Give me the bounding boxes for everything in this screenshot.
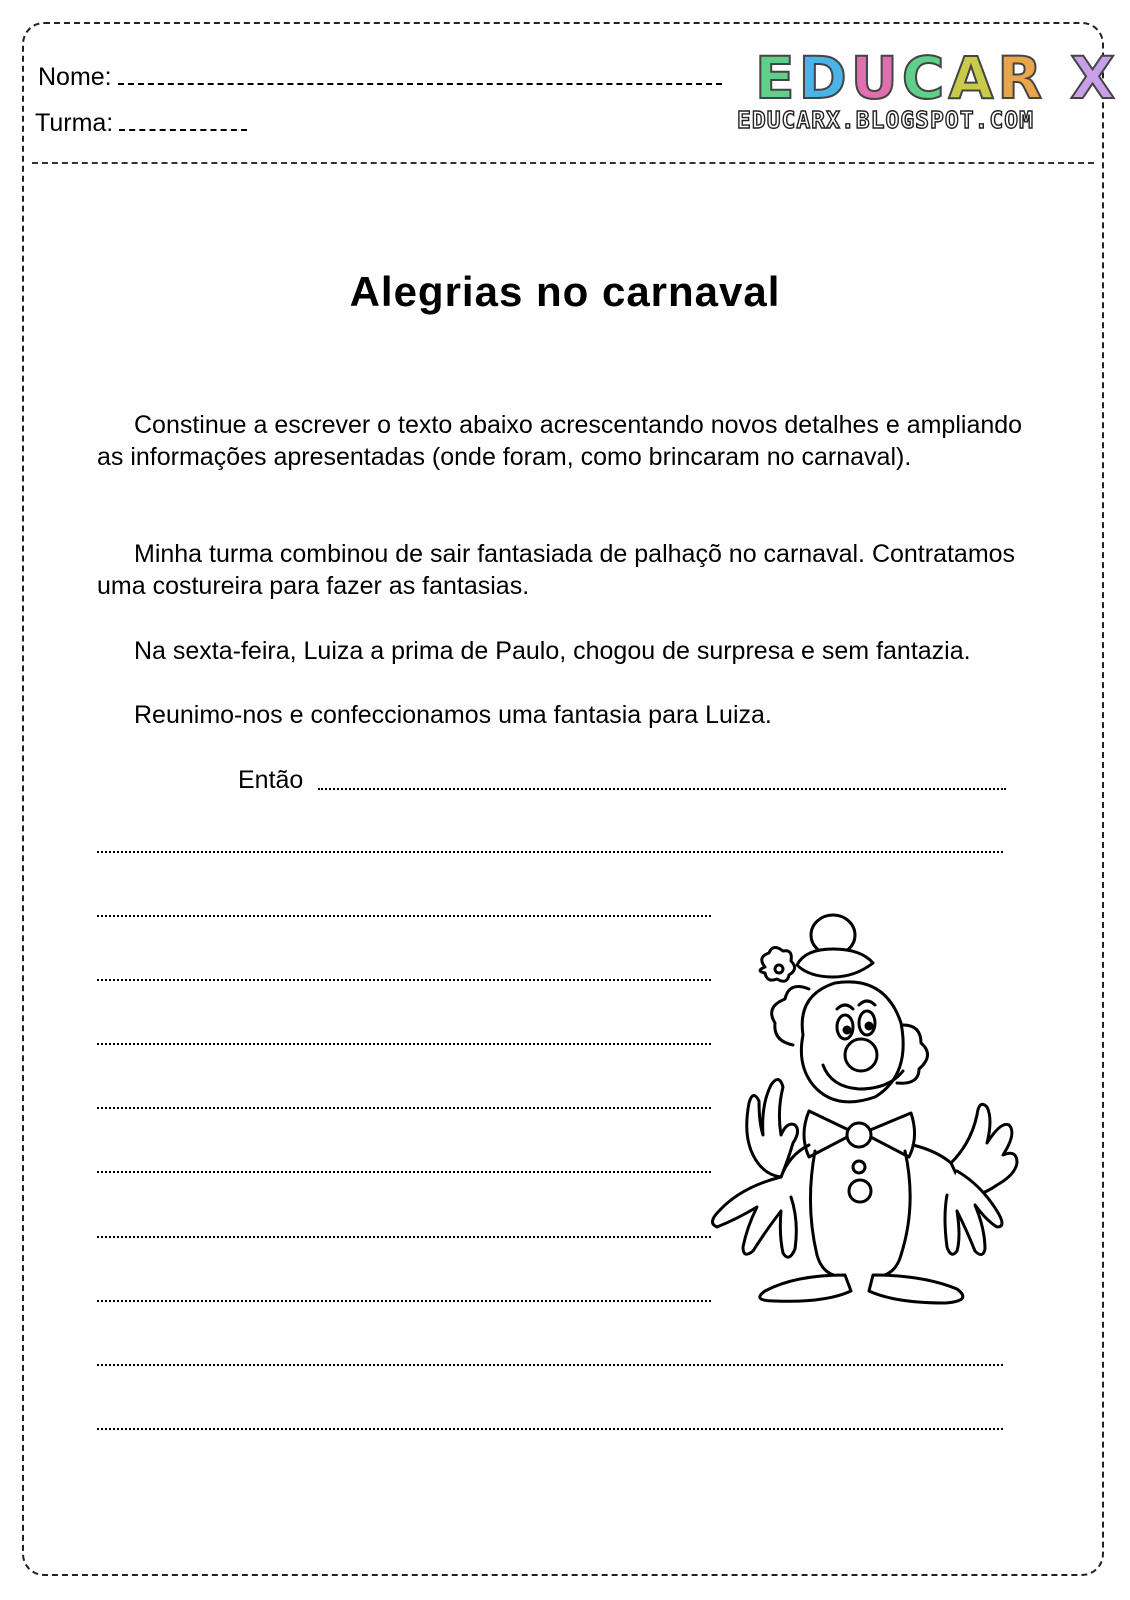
story-paragraph-3: Reunimo-nos e confeccionamos uma fantasia para Luiza. — [134, 701, 772, 729]
logo-letter: X — [1070, 44, 1119, 112]
logo-letter: R — [997, 44, 1047, 112]
writing-line[interactable] — [318, 788, 1006, 790]
logo-letter: D — [798, 44, 851, 112]
writing-line[interactable] — [97, 1107, 711, 1109]
logo-letter — [1046, 44, 1070, 112]
writing-line[interactable] — [97, 1300, 711, 1302]
class-label: Turma: — [35, 109, 114, 137]
class-field[interactable] — [35, 108, 247, 138]
logo-letter: A — [948, 44, 998, 112]
writing-line[interactable] — [97, 1428, 1003, 1430]
educarx-logo — [755, 44, 1119, 112]
story-paragraph-2: Na sexta-feira, Luiza a prima de Paulo, chogou de surpresa e sem fantazia. — [134, 637, 971, 665]
writing-line[interactable] — [97, 1171, 711, 1173]
logo-letter: C — [901, 44, 949, 112]
writing-line[interactable] — [97, 1236, 711, 1238]
writing-line[interactable] — [97, 1043, 711, 1045]
logo-url: EDUCARX.BLOGSPOT.COM — [737, 108, 1034, 134]
class-line[interactable] — [119, 115, 247, 131]
name-field[interactable] — [38, 62, 722, 92]
name-line[interactable] — [118, 69, 722, 85]
continuation-prompt: Então — [238, 766, 304, 794]
header-divider — [32, 162, 1094, 164]
writing-line[interactable] — [97, 979, 711, 981]
page-title: Alegrias no carnaval — [349, 268, 781, 315]
name-label: Nome: — [38, 63, 112, 91]
page-border — [22, 22, 1104, 1576]
clown-illustration — [705, 905, 1035, 1315]
logo-letter: U — [850, 44, 902, 112]
story-paragraph-1: Minha turma combinou de sair fantasiada de palhaçõ no carnaval. Contratamos uma costureira para fazer as fantasias. — [97, 540, 1016, 600]
writing-line[interactable] — [97, 915, 711, 917]
instruction-paragraph: Constinue a escrever o texto abaixo acrescentando novos detalhes e ampliando as informações apresentadas (onde foram, como brincaram no carnaval). — [97, 411, 1023, 471]
writing-line[interactable] — [97, 1364, 1003, 1366]
writing-line[interactable] — [97, 851, 1003, 853]
logo-letter: E — [755, 44, 799, 112]
